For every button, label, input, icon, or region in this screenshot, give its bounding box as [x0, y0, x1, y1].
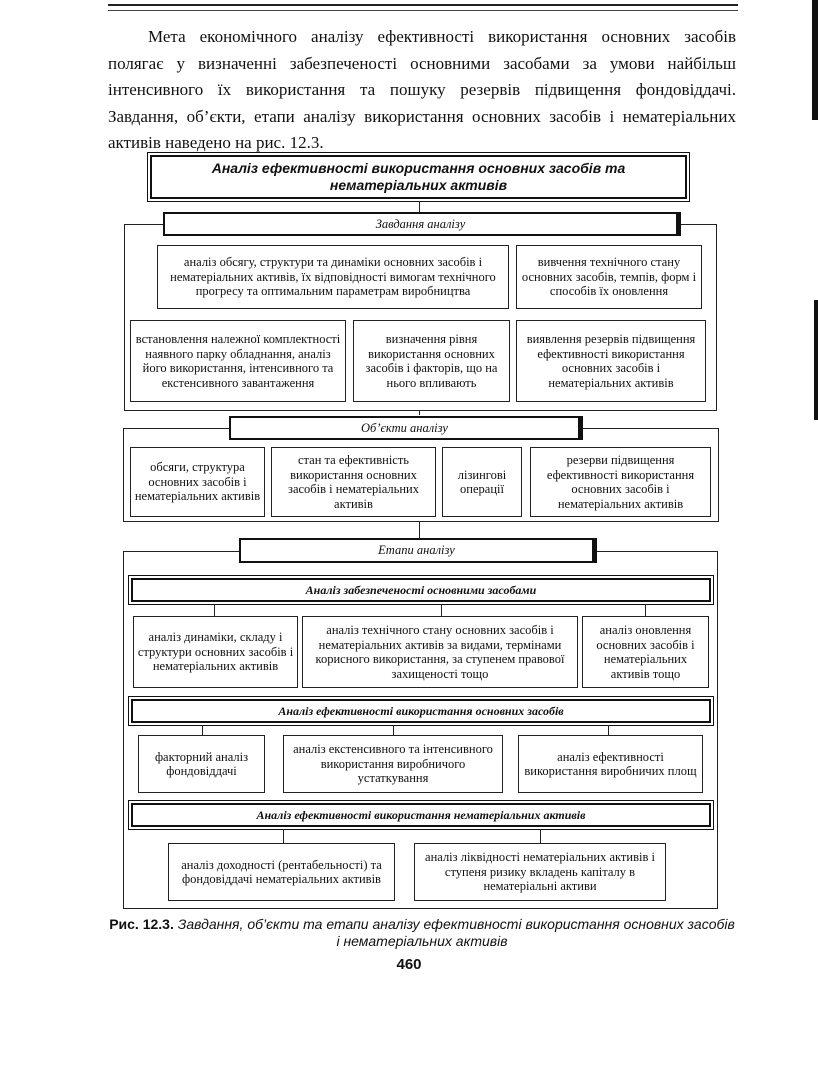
tasks-header: Завдання аналізу	[163, 212, 678, 236]
fixed-assets-item-3: аналіз ефективності використання виробничих площ	[518, 735, 703, 793]
fixed-assets-item-2: аналіз екстенсивного та інтенсивного використання виробничого устаткування	[283, 735, 503, 793]
provision-item-3: аналіз оновлення основних засобів і нематеріальних активів тощо	[582, 616, 709, 688]
header-rule-thin	[108, 10, 738, 11]
stage-fixed-assets-title: Аналіз ефективності використання основних засобів	[131, 699, 711, 723]
task-item-3: встановлення належної комплектності наявного парку обладнання, аналіз його використання, інтенсивного та екстенсивного завантаження	[130, 320, 346, 402]
header-rule	[108, 4, 738, 6]
caption-label: Рис. 12.3.	[109, 916, 174, 932]
object-item-3: лізингові операції	[442, 447, 522, 517]
provision-item-2: аналіз технічного стану основних засобів і нематеріальних активів за видами, термінами корисного використання, за ступенем правової захищеності тощо	[302, 616, 578, 688]
object-item-1: обсяги, структура основних засобів і нематеріальних активів	[130, 447, 265, 517]
intangibles-item-2: аналіз ліквідності нематеріальних активів і ступеня ризику вкладень капіталу в нематеріальні активи	[414, 843, 666, 901]
page-number: 460	[396, 956, 422, 973]
provision-item-1: аналіз динаміки, складу і структури основних засобів і нематеріальних активів	[133, 616, 298, 688]
figure-caption	[108, 916, 736, 950]
diagram-title: Аналіз ефективності використання основних засобів та нематеріальних активів	[150, 155, 687, 199]
object-item-2: стан та ефективність використання основних засобів і нематеріальних активів	[271, 447, 436, 517]
task-item-4: визначення рівня використання основних засобів і факторів, що на нього впливають	[353, 320, 510, 402]
task-item-1: аналіз обсягу, структури та динаміки основних засобів і нематеріальних активів, їх відповідності вимогам технічного прогресу та оптимальним параметрам виробництва	[157, 245, 509, 309]
fixed-assets-item-1: факторний аналіз фондовіддачі	[138, 735, 265, 793]
task-item-2: вивчення технічного стану основних засобів, темпів, форм і способів їх оновлення	[516, 245, 702, 309]
object-item-4: резерви підвищення ефективності використання основних засобів і нематеріальних активів	[530, 447, 711, 517]
stage-intangibles-title: Аналіз ефективності використання нематеріальних активів	[131, 803, 711, 827]
stage-provision-title: Аналіз забезпеченості основними засобами	[131, 578, 711, 602]
task-item-5: виявлення резервів підвищення ефективності використання основних засобів і нематеріальних активів	[516, 320, 706, 402]
intangibles-item-1: аналіз доходності (рентабельності) та фондовіддачі нематеріальних активів	[168, 843, 395, 901]
intro-paragraph: Мета економічного аналізу ефективності використання основних засобів полягає у визначенні забезпеченості основними засобами за умови найбільш інтенсивного їх використання та пошуку резервів підвищення фондовіддачі. Завдання, об’єкти, етапи аналізу використання основних засобів і нематеріальних активів наведено на рис. 12.3.	[108, 27, 736, 152]
stages-header: Етапи аналізу	[239, 538, 594, 563]
scan-edge-top	[812, 0, 818, 120]
objects-header: Об’єкти аналізу	[229, 416, 580, 440]
caption-text: Завдання, об’єкти та етапи аналізу ефективності використання основних засобів і нематеріальних активів	[173, 916, 735, 949]
scan-edge-bottom	[814, 300, 818, 420]
